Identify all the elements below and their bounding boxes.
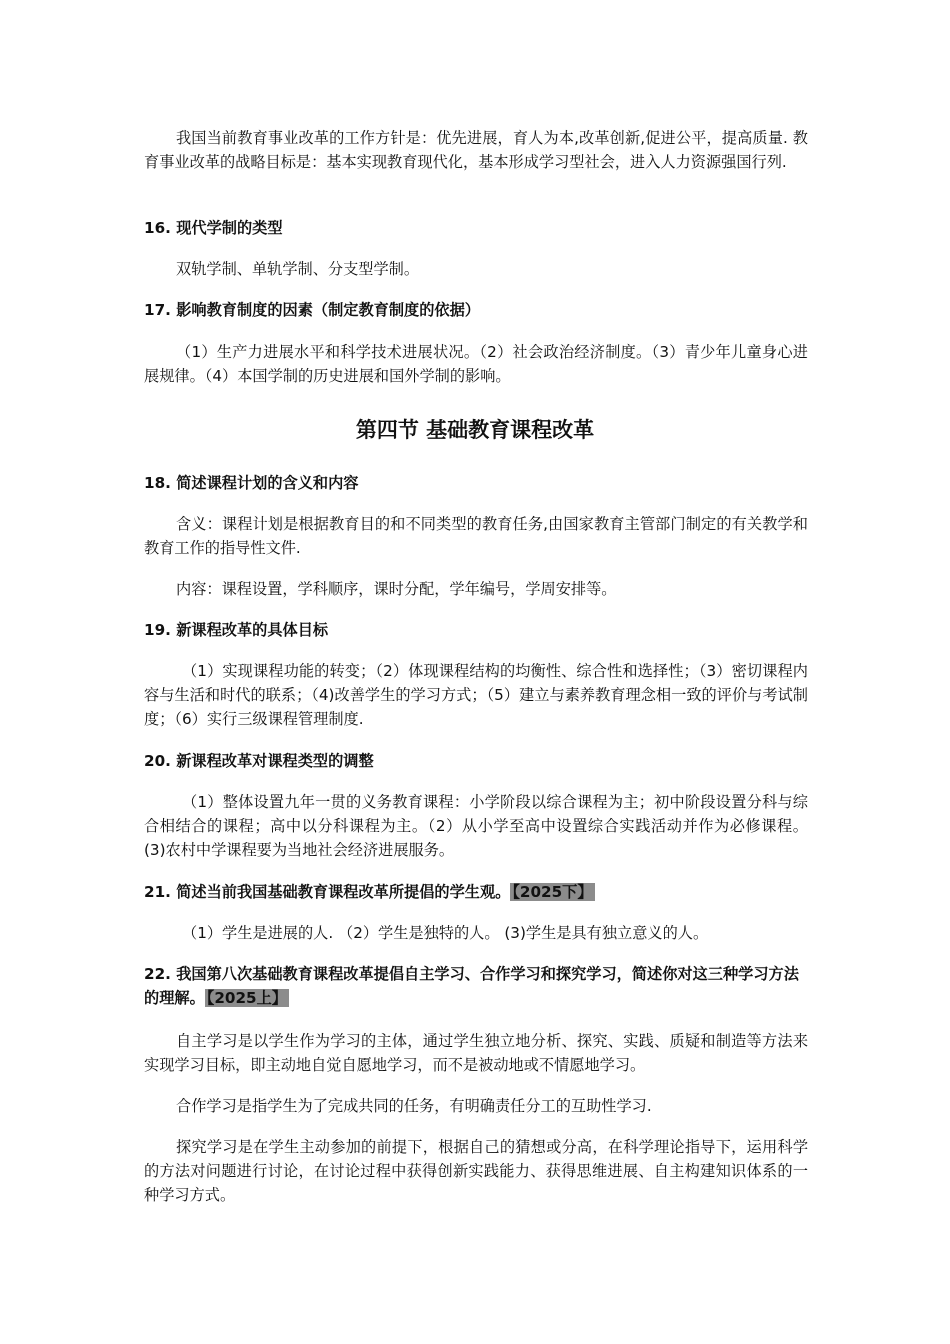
question-21-heading (144, 880, 808, 904)
question-22-heading (144, 962, 808, 1010)
question-18-answer-content: 内容：课程设置，学科顺序，课时分配，学年编号，学周安排等。 (176, 580, 617, 598)
question-20-answer: （1）整体设置九年一贯的义务教育课程：小学阶段以综合课程为主；初中阶段设置分科与综合相结合的课程；高中以分科课程为主。（2）从小学至高中设置综合实践活动并作为必修课程。 (3)农村中学课程要为当地社会经济进展服务。 (144, 793, 808, 859)
question-19-heading: 19. 新课程改革的具体目标 (144, 621, 329, 639)
question-22-title: 22. 我国第八次基础教育课程改革提倡自主学习、合作学习和探究学习，简述你对这三种学习方法的理解。 (144, 965, 799, 1007)
question-16-heading: 16. 现代学制的类型 (144, 219, 283, 237)
section-title: 第四节 基础教育课程改革 (355, 418, 595, 442)
question-17-heading: 17. 影响教育制度的因素（制定教育制度的依据） (144, 301, 480, 319)
question-19-answer: （1）实现课程功能的转变；（2）体现课程结构的均衡性、综合性和选择性；（3）密切课程内容与生活和时代的联系；（4)改善学生的学习方式；（5）建立与素养教育理念相一致的评价与考试制度；（6）实行三级课程管理制度. (144, 662, 808, 728)
exam-tag-badge: 【2025上】 (206, 989, 287, 1007)
question-17-answer: （1）生产力进展水平和科学技术进展状况。（2）社会政治经济制度。（3）青少年儿童身心进展规律。（4）本国学制的历史进展和国外学制的影响。 (144, 343, 808, 385)
exam-tag-badge: 【2025下】 (512, 883, 593, 901)
question-21-answer: （1）学生是进展的人. （2）学生是独特的人。 (3)学生是具有独立意义的人。 (182, 924, 709, 942)
policy-paragraph: 我国当前教育事业改革的工作方针是：优先进展，育人为本,改革创新,促进公平，提高质量. 教育事业改革的战略目标是：基本实现教育现代化，基本形成学习型社会，进入人力资源强国行列. (144, 129, 808, 171)
question-21-title: 21. 简述当前我国基础教育课程改革所提倡的学生观。 (144, 883, 511, 901)
question-22-answer-self-study: 自主学习是以学生作为学习的主体，通过学生独立地分析、探究、实践、质疑和制造等方法来实现学习目标，即主动地自觉自愿地学习，而不是被动地或不情愿地学习。 (144, 1032, 808, 1074)
question-18-heading: 18. 简述课程计划的含义和内容 (144, 474, 359, 492)
question-18-answer-meaning: 含义：课程计划是根据教育目的和不同类型的教育任务,由国家教育主管部门制定的有关教学和教育工作的指导性文件. (144, 515, 808, 557)
question-20-heading: 20. 新课程改革对课程类型的调整 (144, 752, 374, 770)
question-22-answer-cooperative: 合作学习是指学生为了完成共同的任务，有明确责任分工的互助性学习. (176, 1097, 652, 1115)
question-22-answer-inquiry: 探究学习是在学生主动参加的前提下，根据自己的猜想或分高，在科学理论指导下，运用科学的方法对问题进行讨论，在讨论过程中获得创新实践能力、获得思维进展、自主构建知识体系的一种学习方式。 (144, 1138, 808, 1204)
question-16-answer: 双轨学制、单轨学制、分支型学制。 (176, 260, 419, 278)
